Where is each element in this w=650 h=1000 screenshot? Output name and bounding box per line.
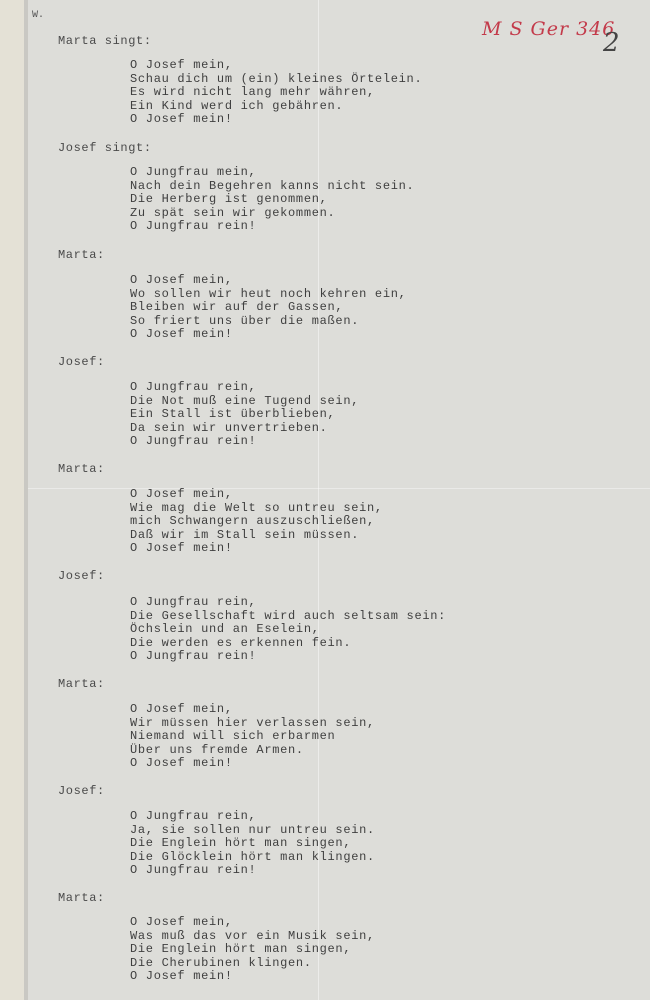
page-number-annotation: 2 — [603, 28, 620, 58]
verse-line: Öchslein und an Eselein, — [130, 622, 320, 636]
verse-line: Niemand will sich erbarmen — [130, 729, 336, 743]
verse-line: O Jungfrau rein! — [130, 434, 257, 448]
speaker-label: Josef: — [58, 784, 105, 798]
verse-line: O Josef mein, — [130, 702, 233, 716]
verse-line: O Jungfrau rein, — [130, 380, 257, 394]
speaker-label: Marta: — [58, 248, 105, 262]
verse-line: O Jungfrau rein! — [130, 863, 257, 877]
verse-line: O Josef mein! — [130, 327, 233, 341]
speaker-label: Marta: — [58, 462, 105, 476]
speaker-label: Marta singt: — [58, 34, 152, 48]
verse-line: Die Cherubinen klingen. — [130, 955, 312, 970]
verse-line: Daß wir im Stall sein müssen. — [130, 527, 360, 542]
verse-line: Die Not muß eine Tugend sein, — [130, 393, 360, 408]
verse-line: O Josef mein, — [130, 487, 233, 501]
verse-line: Ja, sie sollen nur untreu sein. — [130, 822, 375, 837]
shelfmark-annotation: M S Ger 346 — [482, 18, 616, 40]
verse-block — [130, 166, 414, 234]
verse-line: O Josef mein! — [130, 756, 233, 770]
verse-line: mich Schwangern auszuschließen, — [130, 514, 375, 528]
verse-line: Wie mag die Welt so untreu sein, — [130, 500, 383, 515]
verse-line: Nach dein Begehren kanns nicht sein. — [130, 178, 415, 193]
verse-line: Da sein wir unvertrieben. — [130, 420, 328, 435]
verse-line: O Josef mein, — [130, 58, 233, 72]
verse-line: O Josef mein, — [130, 273, 233, 287]
corner-mark: W. — [32, 10, 45, 21]
verse-block — [130, 916, 375, 984]
verse-line: O Jungfrau rein! — [130, 219, 257, 233]
verse-line: O Jungfrau rein, — [130, 809, 257, 823]
verse-line: Es wird nicht lang mehr währen, — [130, 85, 375, 99]
page-shadow-edge — [24, 0, 28, 1000]
verse-line: Die Glöcklein hört man klingen. — [130, 849, 375, 864]
verse-line: O Jungfrau rein, — [130, 595, 257, 609]
verse-block — [130, 810, 375, 878]
verse-line: Ein Stall ist überblieben, — [130, 407, 336, 421]
verse-line: Schau dich um (ein) kleines Örtelein. — [130, 71, 423, 86]
verse-block — [130, 703, 375, 771]
verse-line: Die Gesellschaft wird auch seltsam sein: — [130, 608, 447, 623]
speaker-label: Marta: — [58, 891, 105, 905]
verse-line: Die werden es erkennen fein. — [130, 635, 352, 650]
verse-line: Über uns fremde Armen. — [130, 742, 304, 757]
verse-line: O Josef mein! — [130, 541, 233, 555]
verse-line: Die Englein hört man singen, — [130, 942, 352, 956]
verse-line: Die Englein hört man singen, — [130, 836, 352, 850]
verse-line: Die Herberg ist genommen, — [130, 192, 328, 206]
speaker-label: Josef singt: — [58, 141, 152, 155]
verse-block — [130, 59, 422, 127]
verse-line: O Josef mein! — [130, 969, 233, 983]
verse-line: Was muß das vor ein Musik sein, — [130, 928, 375, 943]
speaker-label: Josef: — [58, 569, 105, 583]
verse-line: Wir müssen hier verlassen sein, — [130, 715, 375, 730]
verse-block — [130, 596, 446, 664]
verse-line: O Josef mein, — [130, 915, 233, 929]
verse-block — [130, 488, 383, 556]
underlying-page-edge — [0, 0, 25, 1000]
verse-line: So friert uns über die maßen. — [130, 313, 360, 328]
verse-line: Wo sollen wir heut noch kehren ein, — [130, 286, 407, 301]
speaker-label: Josef: — [58, 355, 105, 369]
speaker-label: Marta: — [58, 677, 105, 691]
verse-line: O Jungfrau rein! — [130, 649, 257, 663]
verse-line: Zu spät sein wir gekommen. — [130, 205, 336, 220]
verse-line: O Jungfrau mein, — [130, 165, 257, 179]
verse-line: O Josef mein! — [130, 112, 233, 126]
verse-block — [130, 274, 407, 342]
verse-line: Bleiben wir auf der Gassen, — [130, 300, 344, 314]
verse-block — [130, 381, 359, 449]
verse-line: Ein Kind werd ich gebähren. — [130, 98, 344, 113]
